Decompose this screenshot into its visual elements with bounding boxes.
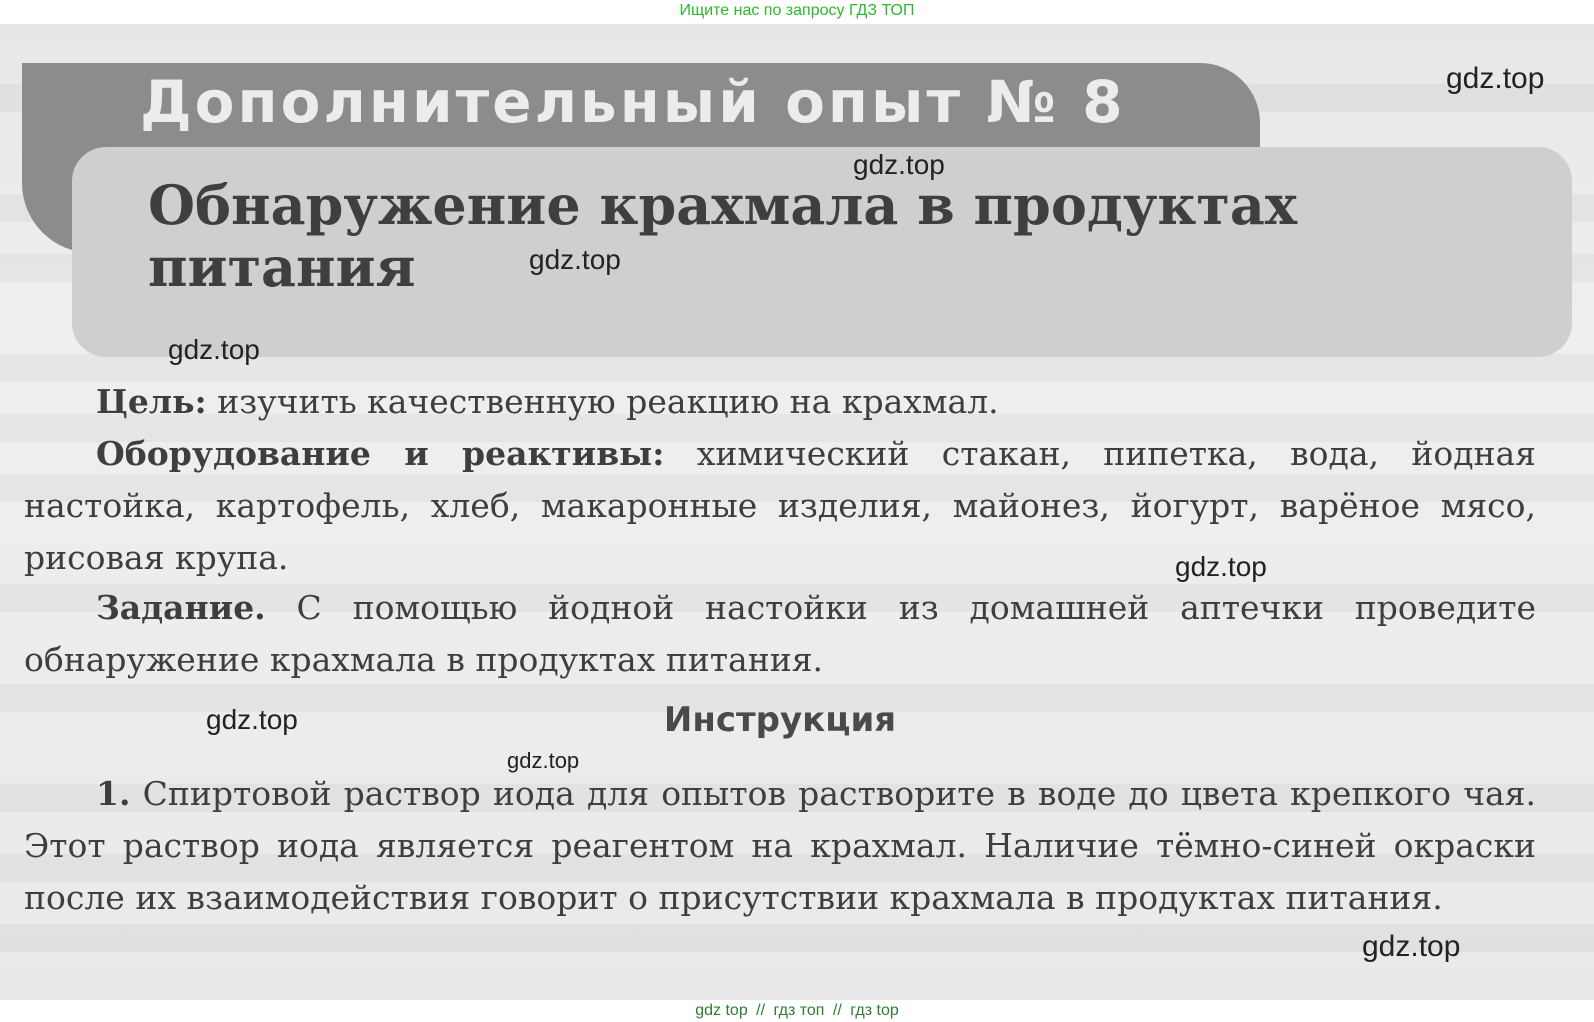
watermark: gdz.top bbox=[206, 704, 298, 735]
equipment-label: Оборудование и реактивы: bbox=[96, 434, 665, 473]
watermark: gdz.top bbox=[1175, 551, 1267, 582]
separator: // bbox=[756, 1002, 766, 1019]
equipment-paragraph bbox=[24, 428, 1536, 584]
bottom-link-gdz-top-mixed[interactable]: гдз top bbox=[850, 1002, 899, 1019]
watermark: gdz.top bbox=[1362, 930, 1461, 963]
bottom-links bbox=[0, 1000, 1594, 1022]
task-paragraph bbox=[24, 582, 1536, 686]
watermark: gdz.top bbox=[853, 149, 945, 180]
experiment-title: Дополнительный опыт № 8 bbox=[140, 68, 1126, 136]
watermark: gdz.top bbox=[168, 334, 260, 365]
separator: // bbox=[832, 1002, 842, 1019]
watermark: gdz.top bbox=[529, 244, 621, 275]
step-1-paragraph bbox=[24, 768, 1536, 924]
watermark: gdz.top bbox=[507, 748, 580, 773]
goal-label: Цель: bbox=[96, 382, 207, 421]
instruction-heading: Инструкция bbox=[663, 700, 897, 740]
goal-text: изучить качественную реакцию на крахмал. bbox=[206, 382, 999, 421]
task-text: С помощью йодной настойки из домашней аптечки проведите обнаружение крахмала в продуктах питания. bbox=[24, 588, 1536, 679]
search-notice: Ищите нас по запросу ГДЗ ТОП bbox=[679, 2, 915, 19]
step-1-number: 1. bbox=[96, 774, 131, 813]
equipment-text: химический стакан, пипетка, вода, йодная настойка, картофель, хлеб, макаронные изделия, майонез, йогурт, варёное мясо, рисовая крупа. bbox=[24, 434, 1537, 577]
goal-paragraph bbox=[24, 376, 1536, 428]
task-label: Задание. bbox=[96, 588, 266, 627]
textbook-page bbox=[0, 24, 1594, 1000]
topic-title: Обнаружение крахмала в продуктах питания bbox=[148, 173, 1298, 299]
bottom-link-gdz-top[interactable]: gdz top bbox=[695, 1002, 748, 1019]
watermark: gdz.top bbox=[1446, 62, 1545, 95]
bottom-link-gdz-top-ru[interactable]: гдз топ bbox=[773, 1002, 825, 1019]
step-1-text: Спиртовой раствор иода для опытов растворите в воде до цвета крепкого чая. Этот раствор иода является реагентом на крахмал. Наличие тёмно-синей окраски после их взаимодействия говорит о присутствии крахмала в продуктах питания. bbox=[24, 774, 1536, 917]
